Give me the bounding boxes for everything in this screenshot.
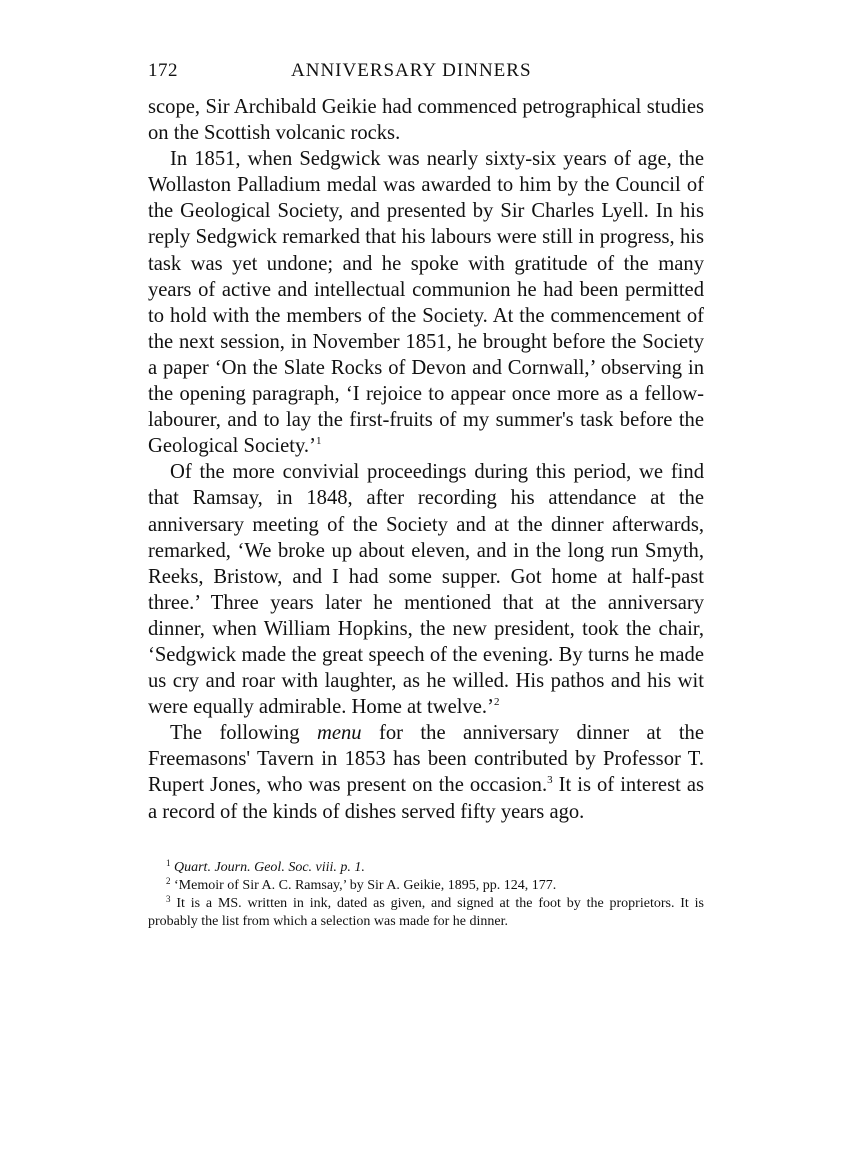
footnote-1-marker: 1 [166,857,171,868]
page-number: 172 [148,60,178,81]
book-page [148,60,704,931]
paragraph-3 [148,459,704,720]
paragraph-2-text: In 1851, when Sedgwick was nearly sixty-six years of age, the Wollaston Palladium medal was awarded to him by the Council of the Geological Society, and presented by Sir Charles Lyell. In his reply Sedgwick remarked that his labours were still in progress, his task was yet undone; and he spoke with gratitude of the many years of active and intellectual communion he had been permitted to hold with the members of the Society. At the commencement of the next session, in November 1851, he brought before the Society a paper ‘On the Slate Rocks of Devon and Cornwall,’ observing in the opening paragraph, ‘I rejoice to appear once more as a fellow-labourer, and to lay the first-fruits of my summer's task before the Geological Society.’ [148,148,704,458]
footnote-ref-1: 1 [315,435,322,448]
running-title: ANNIVERSARY DINNERS [291,60,532,81]
footnote-ref-3: 3 [547,774,553,787]
body-text [148,94,704,825]
running-header [148,60,704,82]
paragraph-2 [148,146,704,459]
paragraph-4-start: The following [170,722,317,745]
footnote-1 [148,859,704,877]
paragraph-3-text: Of the more convivial proceedings during this period, we find that Ramsay, in 1848, after recording his attendance at the anniversary meeting of the Society and at the dinner afterwards, remarked, ‘We broke up about eleven, and in the long run Smyth, Reeks, Bristow, and I had some supper. Got home at half-past three.’ Three years later he mentioned that at the anniversary dinner, when William Hopkins, the new president, took the chair, ‘Sedgwick made the great speech of the evening. By turns he made us cry and roar with laughter, as he willed. His pathos and his wit were equally admirable. Home at twelve.’ [148,461,704,719]
paragraph-4 [148,720,704,824]
footnote-2 [148,877,704,895]
footnote-ref-2: 2 [493,696,500,709]
paragraph-1: scope, Sir Archibald Geikie had commenced petrographical studies on the Scottish volcanic rocks. [148,96,704,145]
footnote-2-text: ‘Memoir of Sir A. C. Ramsay,’ by Sir A. Geikie, 1895, pp. 124, 177. [174,877,557,893]
paragraph-4-middle: for the anniversary dinner at the Freemasons' Tavern in 1853 has been contributed by Professor T. Rupert Jones, who was present on the occasion. [148,722,704,797]
footnote-3-text: It is a MS. written in ink, dated as given, and signed at the foot by the proprietors. It is probably the list from which a selection was made for he dinner. [148,895,704,929]
paragraph-4-end: It is of interest as a record of the kinds of dishes served fifty years ago. [148,774,704,823]
menu-italic: menu [316,722,362,745]
footnote-3-marker: 3 [166,893,171,904]
footnote-2-marker: 2 [166,875,171,886]
footnotes [148,859,704,931]
footnote-1-text: Quart. Journ. Geol. Soc. viii. p. 1. [174,859,365,875]
footnote-3 [148,895,704,931]
